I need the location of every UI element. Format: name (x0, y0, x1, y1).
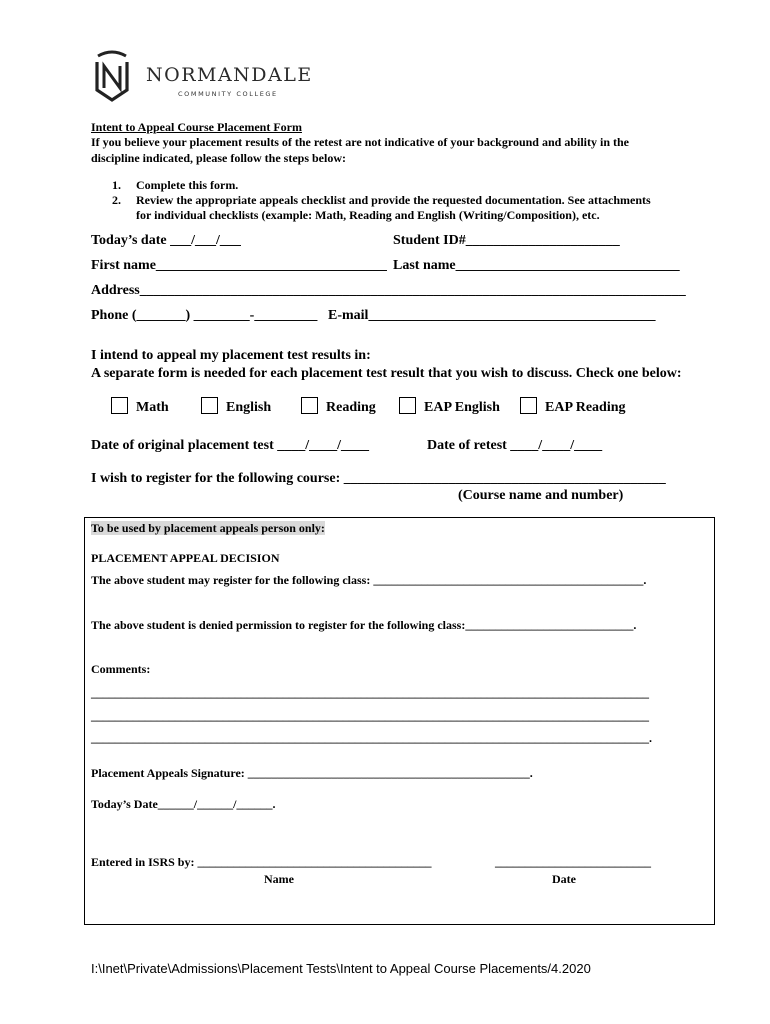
checkbox-eap-english[interactable] (399, 397, 500, 416)
decision-heading: PLACEMENT APPEAL DECISION (91, 551, 280, 565)
appeal-instruction-line: A separate form is needed for each placement test result that you wish to discuss. Check one below: (91, 366, 682, 381)
step-2 (112, 193, 651, 208)
checkbox-icon[interactable] (520, 397, 537, 414)
step-2-continued: for individual checklists (example: Math, Reading and English (Writing/Composition), etc. (136, 208, 600, 222)
checkbox-math[interactable] (111, 397, 169, 416)
original-test-date-field[interactable]: Date of original placement test ____/____/____ (91, 438, 370, 453)
checkbox-icon[interactable] (399, 397, 416, 414)
may-register-line[interactable]: The above student may register for the following class: _____________________________________________. (91, 573, 647, 587)
office-use-header (91, 521, 325, 536)
first-name-field[interactable]: First name_________________________________ (91, 258, 387, 273)
address-field[interactable]: Address______________________________________________________________________________ (91, 283, 686, 298)
option-label: EAP Reading (545, 400, 626, 415)
step-1 (112, 178, 238, 193)
denied-line[interactable]: The above student is denied permission to register for the following class:____________________________. (91, 618, 637, 632)
option-label: EAP English (424, 400, 500, 415)
office-use-header-text: To be used by placement appeals person only: (91, 521, 325, 535)
entered-date-line[interactable]: __________________________ (495, 855, 651, 869)
logo-subtitle: COMMUNITY COLLEGE (178, 90, 278, 98)
checkbox-english[interactable] (201, 397, 271, 416)
comments-label: Comments: (91, 662, 151, 676)
checkbox-eap-reading[interactable] (520, 397, 626, 416)
checkbox-icon[interactable] (201, 397, 218, 414)
checkbox-icon[interactable] (301, 397, 318, 414)
option-label: Math (136, 400, 169, 415)
entered-isrs-line[interactable]: Entered in ISRS by: _______________________________________ (91, 855, 432, 869)
checkbox-reading[interactable] (301, 397, 376, 416)
checkbox-icon[interactable] (111, 397, 128, 414)
date-caption: Date (552, 872, 576, 886)
intro-line-2: discipline indicated, please follow the steps below: (91, 151, 347, 165)
student-id-field[interactable]: Student ID#______________________ (393, 233, 620, 248)
signature-line[interactable]: Placement Appeals Signature: _______________________________________________. (91, 766, 533, 780)
footer-file-path: I:\Inet\Private\Admissions\Placement Tests\Intent to Appeal Course Placements/4.2020 (91, 961, 591, 976)
logo-name: NORMANDALE (146, 64, 313, 86)
todays-date-field[interactable]: Today’s date ___/___/___ (91, 233, 241, 248)
course-caption: (Course name and number) (458, 488, 624, 503)
last-name-field[interactable]: Last name________________________________ (393, 258, 680, 273)
retest-date-field[interactable]: Date of retest ____/____/____ (427, 438, 603, 453)
course-field[interactable]: I wish to register for the following course: ______________________________________________ (91, 471, 666, 486)
normandale-logo-icon (92, 50, 132, 102)
step-number: 2. (112, 193, 121, 207)
option-label: English (226, 400, 272, 415)
phone-field[interactable]: Phone (_______) ________-_________ (91, 308, 318, 323)
name-caption: Name (264, 872, 294, 886)
comment-line[interactable]: _____________________________________________________________________________________________ (91, 709, 649, 723)
office-date-line[interactable]: Today’s Date______/______/______. (91, 797, 276, 811)
email-field[interactable]: E-mail_________________________________________ (328, 308, 656, 323)
comment-line[interactable]: _____________________________________________________________________________________________. (91, 731, 652, 745)
form-title: Intent to Appeal Course Placement Form (91, 120, 302, 134)
step-number: 1. (112, 178, 121, 192)
step-text: Review the appropriate appeals checklist and provide the requested documentation. See attachments (136, 193, 651, 207)
option-label: Reading (326, 400, 376, 415)
intro-line-1: If you believe your placement results of the retest are not indicative of your background and ability in the (91, 135, 630, 149)
step-text: Complete this form. (136, 178, 239, 192)
comment-line[interactable]: _____________________________________________________________________________________________ (91, 686, 649, 700)
appeal-intent-line: I intend to appeal my placement test results in: (91, 348, 371, 363)
